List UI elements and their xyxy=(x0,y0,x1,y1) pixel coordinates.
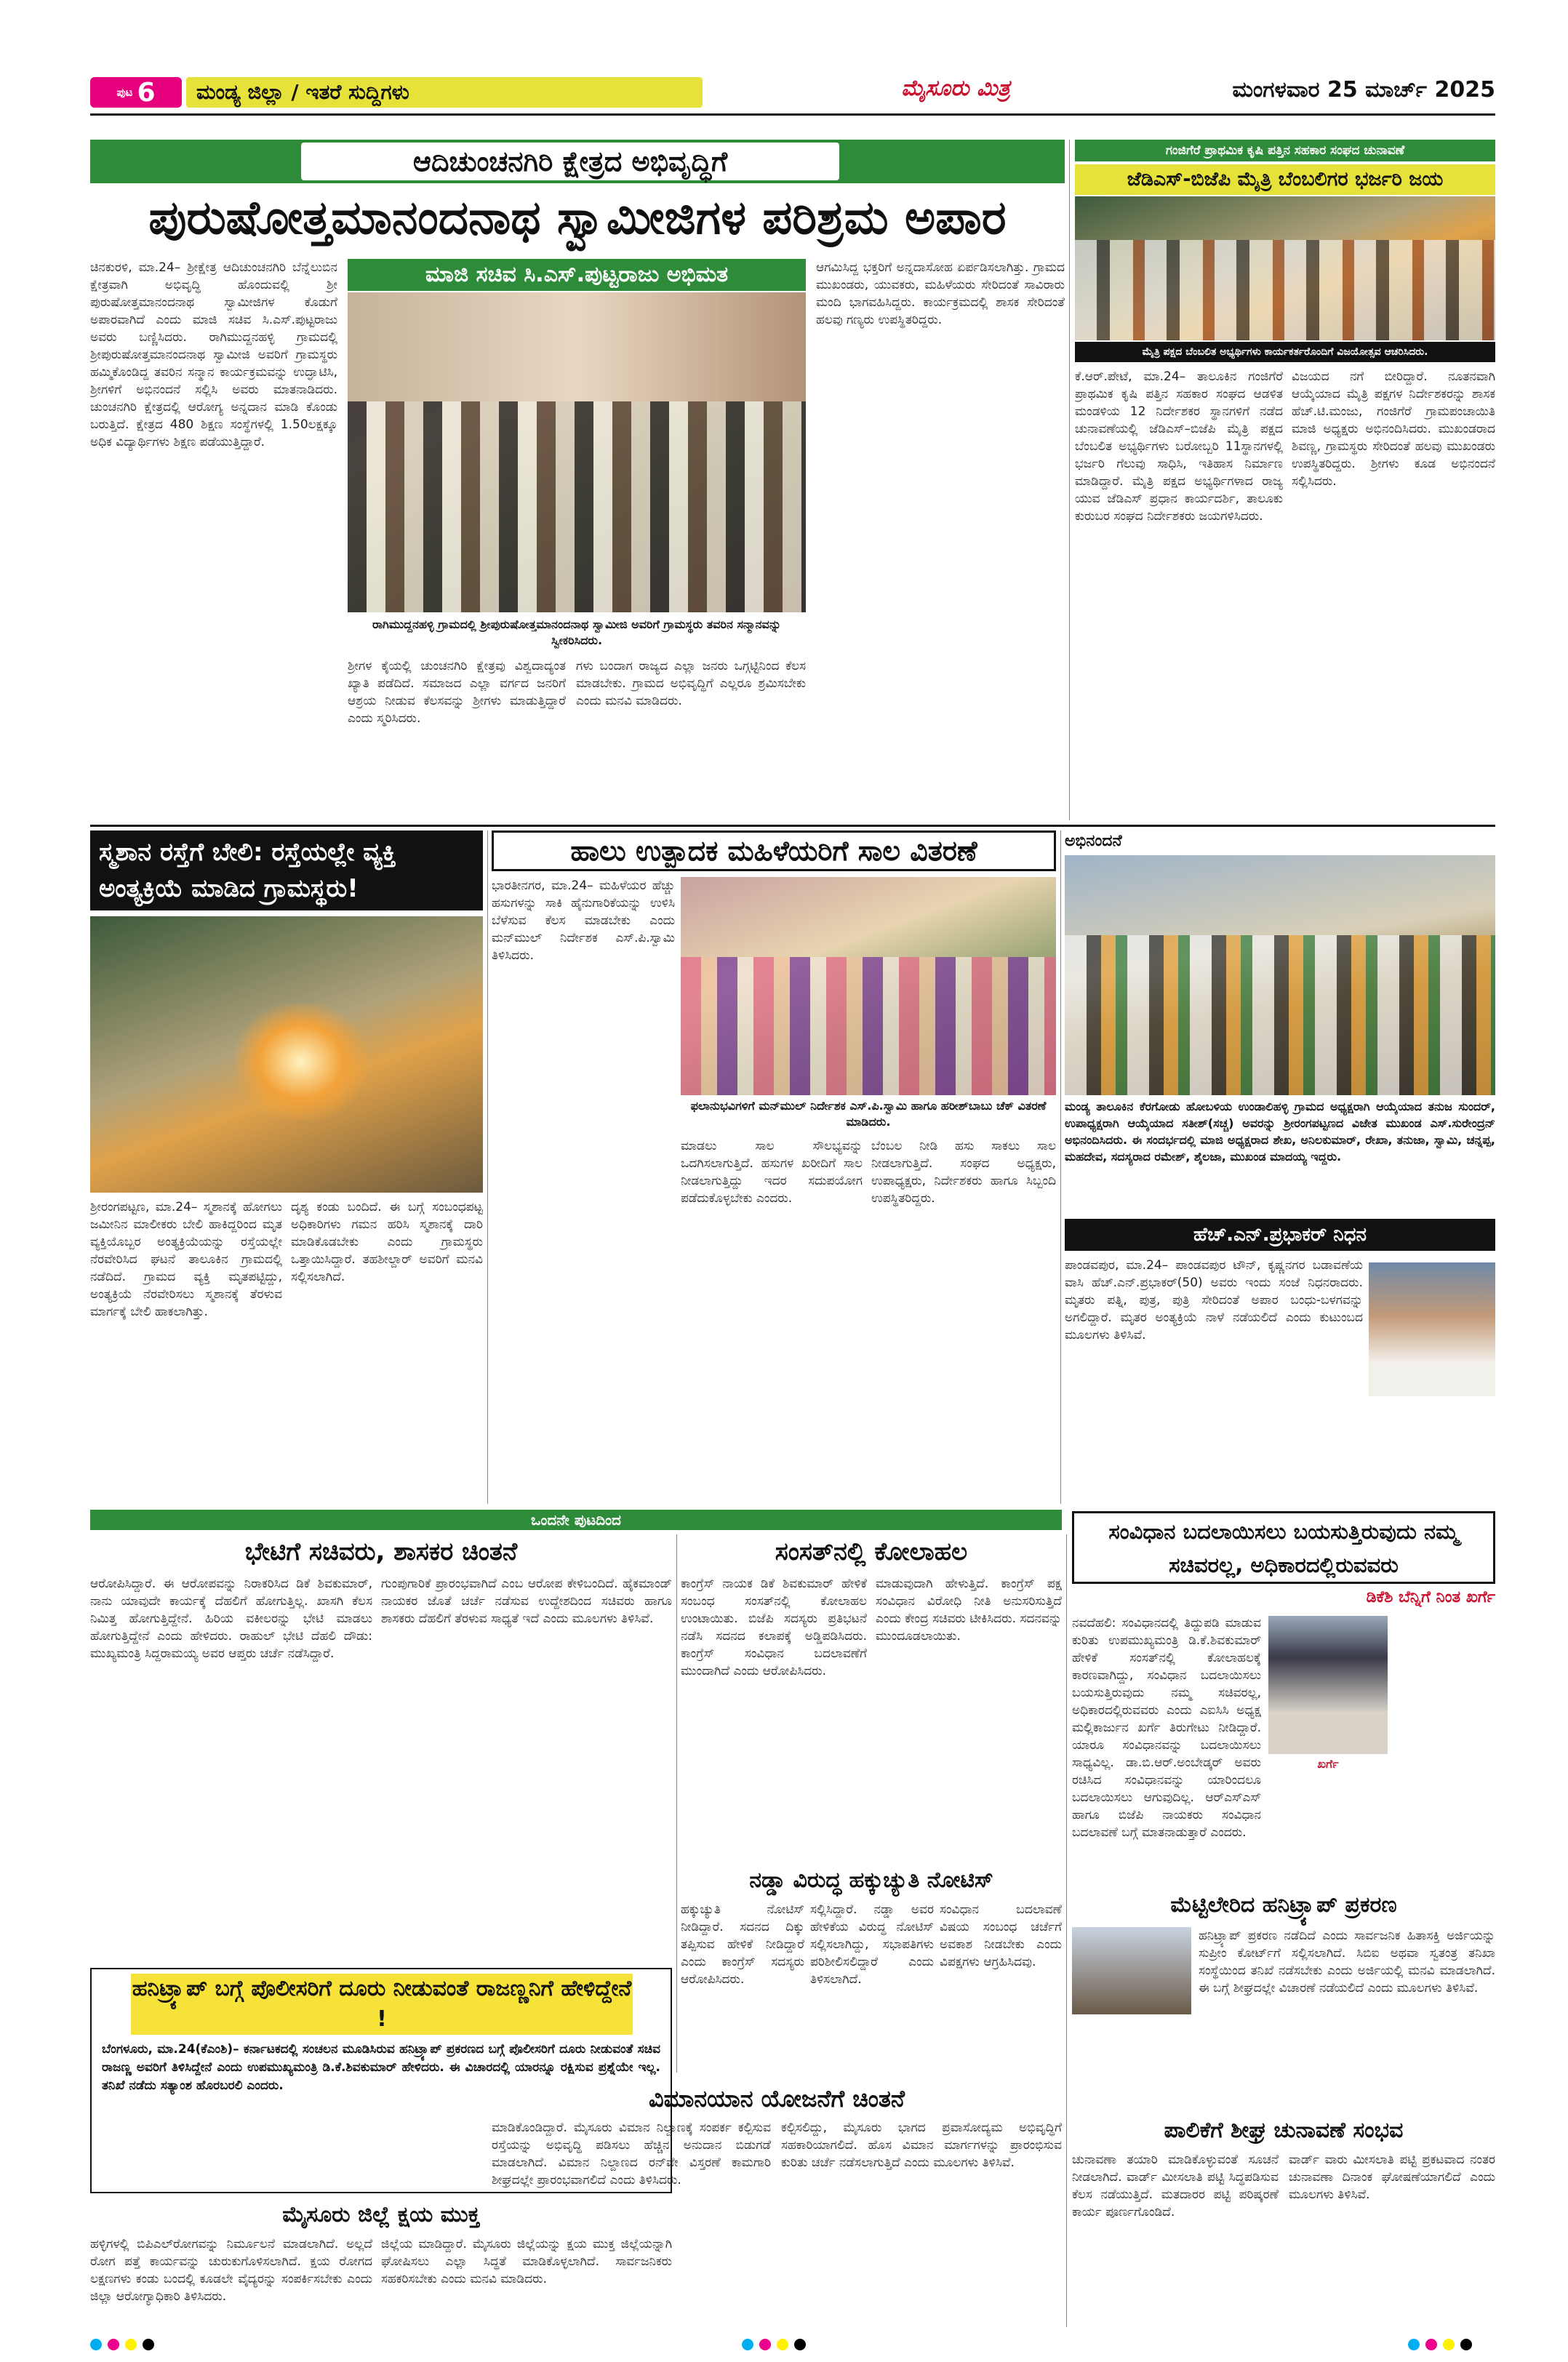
section-bar xyxy=(186,77,703,108)
dot-cyan xyxy=(742,2339,753,2350)
photo-stage-banner xyxy=(348,292,806,401)
col-rule xyxy=(1069,140,1070,820)
minister-col1: ಆರೋಪಿಸಿದ್ದಾರೆ. ಈ ಆರೋಪವನ್ನು ನಿರಾಕರಿಸಿದ ಡಿಕೆ ಶಿವಕುಮಾರ್, ನಾನು ಯಾವುದೇ ಕಾರ್ಯಕ್ಕೆ ದೆಹಲಿಗೆ ಹೋಗುತ್ತಿಲ್ಲ. ಖಾಸಗಿ ಕೆಲಸ ನಿಮಿತ್ತ ಹೋಗುತ್ತಿದ್ದೇನೆ. ಹಿರಿಯ ವಕೀಲರನ್ನು ಭೇಟಿ ಮಾಡಲು ಹೋಗುತ್ತಿದ್ದೇನೆ ಎಂದು ಹೇಳಿದರು. ರಾಹುಲ್ ಭೇಟಿ ದೆಹಲಿ ದೌಡು: ಮುಖ್ಯಮಂತ್ರಿ ಸಿದ್ದರಾಮಯ್ಯ ಅವರ ಆಪ್ತರು ಚರ್ಚೆ ನಡೆಸಿದ್ದಾರೆ. xyxy=(90,1577,372,1661)
continued-label: ಒಂದನೇ ಪುಟದಿಂದ xyxy=(531,1511,621,1529)
constitution-kicker: ಡಿಕೆಶಿ ಬೆನ್ನಿಗೆ ನಿಂತ ಖರ್ಗೆ xyxy=(1366,1588,1495,1606)
airport-headline: ವಿಮಾನಯಾನ ಯೋಜನೆಗೆ ಚಿಂತನೆ xyxy=(648,2085,905,2113)
page-number: 6 xyxy=(137,77,156,108)
lead-subhead-bar xyxy=(348,259,806,291)
col-rule xyxy=(1066,1534,1067,2327)
nadda-col2: ಸಲ್ಲಿಸಿದ್ದಾರೆ. ನಡ್ಡಾ ಅವರ ಹೇಳಿಕೆಯ ವಿರುದ್ಧ ನೋಟಿಸ್ ಸಲ್ಲಿಸಲಾಗಿದ್ದು, ಸಭಾಪತಿಗಳು ಪರಿಶೀಲಿಸಲಿದ್ದಾರೆ ಎಂದು ತಿಳಿಸಲಾಗಿದೆ. xyxy=(810,1902,934,1987)
dot-black xyxy=(1460,2339,1472,2350)
palike-col1: ಚುನಾವಣಾ ತಯಾರಿ ಮಾಡಿಕೊಳ್ಳುವಂತೆ ಸೂಚನೆ ನೀಡಲಾಗಿದೆ. ವಾರ್ಡ್ ಮೀಸಲಾತಿ ಪಟ್ಟಿ ಸಿದ್ಧಪಡಿಸುವ ಕೆಲಸ ನಡೆಯುತ್ತಿದೆ. ಮತದಾರರ ಪಟ್ಟಿ ಪರಿಷ್ಕರಣೆ ಕಾರ್ಯ ಪೂರ್ಣಗೊಂಡಿದೆ. xyxy=(1072,2153,1279,2219)
continued-bar xyxy=(90,1510,1062,1530)
side-photo xyxy=(1075,196,1495,340)
kshaya-col2: ಜಿಲ್ಲೆಯ ಮಾಡಿದ್ದಾರೆ. ಮೈಸೂರು ಜಿಲ್ಲೆಯನ್ನು ಕ್ಷಯ ಮುಕ್ತ ಜಿಲ್ಲೆಯನ್ನಾಗಿ ಘೋಷಿಸಲು ಎಲ್ಲಾ ಸಿದ್ಧತೆ ಮಾಡಿಕೊಳ್ಳಲಾಗಿದೆ. ಸಾರ್ವಜನಿಕರು ಸಹಕರಿಸಬೇಕು ಎಂದು ಮನವಿ ಮಾಡಿದರು. xyxy=(381,2237,672,2286)
dot-yellow xyxy=(1443,2339,1455,2350)
parliament-col2: ಮಾಡುವುದಾಗಿ ಹೇಳುತ್ತಿದೆ. ಕಾಂಗ್ರೆಸ್ ಪಕ್ಷ ಸಂವಿಧಾನ ವಿರೋಧಿ ನೀತಿ ಅನುಸರಿಸುತ್ತಿದೆ ಎಂದು ಕೇಂದ್ರ ಸಚಿವರು ಟೀಕಿಸಿದರು. ಸದನವನ್ನು ಮುಂದೂಡಲಾಯಿತು. xyxy=(876,1577,1062,1644)
kshaya-headline: ಮೈಸೂರು ಜಿಲ್ಲೆ ಕ್ಷಯ ಮುಕ್ತ xyxy=(90,2199,672,2231)
lead-subhead: ಮಾಜಿ ಸಚಿವ ಸಿ.ಎಸ್.ಪುಟ್ಟರಾಜು ಅಭಿಮತ xyxy=(425,262,729,287)
dot-cyan xyxy=(1408,2339,1420,2350)
crem-headline: ಸ್ಮಶಾನ ರಸ್ತೆಗೆ ಬೇಲಿ: ರಸ್ತೆಯಲ್ಲೇ ವ್ಯಕ್ತಿ ಅಂತ್ಯಕ್ರಿಯೆ ಮಾಡಿದ ಗ್ರಾಮಸ್ಥರು! xyxy=(90,830,483,910)
photo-crowd xyxy=(348,401,806,612)
photo-garland-row xyxy=(1065,935,1495,1095)
minister-headline: ಭೇಟಿಗೆ ಸಚಿವರು, ಶಾಸಕರ ಚಿಂತನೆ xyxy=(244,1537,518,1566)
dot-black xyxy=(794,2339,806,2350)
airport-col2: ಕಲ್ಪಿಸಲಿದ್ದು, ಮೈಸೂರು ಭಾಗದ ಪ್ರವಾಸೋದ್ಯಮ ಅಭಿವೃದ್ಧಿಗೆ ಸಹಕಾರಿಯಾಗಲಿದೆ. ಹೊಸ ವಿಮಾನ ಮಾರ್ಗಗಳನ್ನು ಪ್ರಾರಂಭಿಸುವ ಕುರಿತು ಚರ್ಚೆ ನಡೆಸಲಾಗುತ್ತಿದೆ ಎಂದು ಮೂಲಗಳು ತಿಳಿಸಿವೆ. xyxy=(781,2121,1062,2170)
registration-dots-left xyxy=(90,2339,177,2352)
page-number-badge xyxy=(90,77,182,108)
col-rule xyxy=(1060,830,1061,1504)
constitution-text: ನವದೆಹಲಿ: ಸಂವಿಧಾನದಲ್ಲಿ ತಿದ್ದುಪಡಿ ಮಾಡುವ ಕುರಿತು ಉಪಮುಖ್ಯಮಂತ್ರಿ ಡಿ.ಕೆ.ಶಿವಕುಮಾರ್ ಹೇಳಿಕೆ ಸಂಸತ್‌ನಲ್ಲಿ ಕೋಲಾಹಲಕ್ಕೆ ಕಾರಣವಾಗಿದ್ದು, ಸಂವಿಧಾನ ಬದಲಾಯಿಸಲು ಬಯಸುತ್ತಿರುವುದು ನಮ್ಮ ಸಚಿವರಲ್ಲ, ಅಧಿಕಾರದಲ್ಲಿರುವವರು ಎಂದು ಎಐಸಿಸಿ ಅಧ್ಯಕ್ಷ ಮಲ್ಲಿಕಾರ್ಜುನ ಖರ್ಗೆ ತಿರುಗೇಟು ನೀಡಿದ್ದಾರೆ. ಯಾರೂ ಸಂವಿಧಾನವನ್ನು ಬದಲಾಯಿಸಲು ಸಾಧ್ಯವಿಲ್ಲ. ಡಾ.ಬಿ.ಆರ್.ಅಂಬೇಡ್ಕರ್ ಅವರು ರಚಿಸಿದ ಸಂವಿಧಾನವನ್ನು ಯಾರಿಂದಲೂ ಬದಲಾಯಿಸಲು ಆಗುವುದಿಲ್ಲ. ಆರ್‌ಎಸ್‌ಎಸ್ ಹಾಗೂ ಬಿಜೆಪಿ ನಾಯಕರು ಸಂವಿಧಾನ ಬದಲಾವಣೆ ಬಗ್ಗೆ ಮಾತನಾಡುತ್ತಾರೆ ಎಂದರು. xyxy=(1072,1616,1261,1840)
dot-yellow xyxy=(125,2339,137,2350)
side-col1: ಕೆ.ಆರ್.ಪೇಟೆ, ಮಾ.24– ತಾಲೂಕಿನ ಗಂಜಿಗೆರೆ ಪ್ರಾಥಮಿಕ ಕೃಷಿ ಪತ್ತಿನ ಸಹಕಾರ ಸಂಘದ ಆಡಳಿತ ಮಂಡಳಿಯ 12 ನಿರ್ದೇಶಕರ ಸ್ಥಾನಗಳಿಗೆ ನಡೆದ ಚುನಾವಣೆಯಲ್ಲಿ ಜೆಡಿಎಸ್–ಬಿಜೆಪಿ ಮೈತ್ರಿ ಪಕ್ಷದ ಬೆಂಬಲಿತ ಅಭ್ಯರ್ಥಿಗಳು ಬರೋಬ್ಬರಿ 11ಸ್ಥಾನಗಳಲ್ಲಿ ಭರ್ಜರಿ ಗೆಲುವು ಸಾಧಿಸಿ, ಇತಿಹಾಸ ನಿರ್ಮಾಣ ಮಾಡಿದ್ದಾರೆ. ಮೈತ್ರಿ ಪಕ್ಷದ ಅಭ್ಯರ್ಥಿಗಳಾದ ರಾಜ್ಯ ಯುವ ಜೆಡಿಎಸ್ ಪ್ರಧಾನ ಕಾರ್ಯದರ್ಶಿ, ತಾಲೂಕು ಕುರುಬರ ಸಂಘದ ನಿರ್ದೇಶಕರು ಜಯಗಳಿಸಿದರು. xyxy=(1075,369,1283,524)
side-caption: ಮೈತ್ರಿ ಪಕ್ಷದ ಬೆಂಬಲಿತ ಅಭ್ಯರ್ಥಿಗಳು ಕಾರ್ಯಕರ್ತರೊಂದಿಗೆ ವಿಜಯೋತ್ಸವ ಆಚರಿಸಿದರು. xyxy=(1075,342,1495,362)
constitution-headline: ಸಂವಿಧಾನ ಬದಲಾಯಿಸಲು ಬಯಸುತ್ತಿರುವುದು ನಮ್ಮ ಸಚಿವರಲ್ಲ, ಅಧಿಕಾರದಲ್ಲಿರುವವರು xyxy=(1072,1511,1495,1584)
kshaya-col1: ಹಳ್ಳಿಗಳಲ್ಲಿ ಬಿಪಿಎಲ್‌ರೋಗವನ್ನು ನಿರ್ಮೂಲನೆ ಮಾಡಲಾಗಿದೆ. ಅಲ್ಲದೆ ರೋಗ ಪತ್ತೆ ಕಾರ್ಯವನ್ನು ಚುರುಕುಗೊಳಿಸಲಾಗಿದೆ. ಕ್ಷಯ ರೋಗದ ಲಕ್ಷಣಗಳು ಕಂಡು ಬಂದಲ್ಲಿ ಕೂಡಲೇ ವೈದ್ಯರನ್ನು ಸಂಪರ್ಕಿಸಬೇಕು ಎಂದು ಜಿಲ್ಲಾ ಆರೋಗ್ಯಾಧಿಕಾರಿ ತಿಳಿಸಿದರು. xyxy=(90,2237,372,2304)
lead-caption: ರಾಗಿಮುದ್ದನಹಳ್ಳಿ ಗ್ರಾಮದಲ್ಲಿ ಶ್ರೀಪುರುಷೋತ್ತಮಾನಂದನಾಥ ಸ್ವಾಮೀಜಿ ಅವರಿಗೆ ಗ್ರಾಮಸ್ಥರು ತವರಿನ ಸನ್ಮಾನವನ್ನು ಸ್ವೀಕರಿಸಿದರು. xyxy=(372,617,781,647)
congrats-label: ಅಭಿನಂದನೆ xyxy=(1065,832,1122,850)
nadda-headline: ನಡ್ಡಾ ವಿರುದ್ಧ ಹಕ್ಕುಚ್ಯುತಿ ನೋಟಿಸ್ xyxy=(749,1867,993,1893)
paper-name: ಮೈಸೂರು ಮಿತ್ರ xyxy=(901,76,1010,101)
mettilerida-text: ಹನಿಟ್ರ್ಯಾಪ್ ಪ್ರಕರಣ ನಡೆದಿದೆ ಎಂದು ಸಾರ್ವಜನಿಕ ಹಿತಾಸಕ್ತಿ ಅರ್ಜಿಯನ್ನು ಸುಪ್ರೀಂ ಕೋರ್ಟ್‌ಗೆ ಸಲ್ಲಿಸಲಾಗಿದೆ. ಸಿಬಿಐ ಅಥವಾ ಸ್ವತಂತ್ರ ತನಿಖಾ ಸಂಸ್ಥೆಯಿಂದ ತನಿಖೆ ನಡೆಸಬೇಕು ಎಂದು ಅರ್ಜಿಯಲ್ಲಿ ಮನವಿ ಮಾಡಲಾಗಿದೆ. ಈ ಬಗ್ಗೆ ಶೀಘ್ರದಲ್ಲೇ ವಿಚಾರಣೆ ನಡೆಯಲಿದೆ ಎಂದು ಮೂಲಗಳು ತಿಳಿಸಿವೆ. xyxy=(1199,1929,1495,1995)
palike-col2: ವಾರ್ಡ್ ವಾರು ಮೀಸಲಾತಿ ಪಟ್ಟಿ ಪ್ರಕಟವಾದ ನಂತರ ಚುನಾವಣಾ ದಿನಾಂಕ ಘೋಷಣೆಯಾಗಲಿದೆ ಎಂದು ಮೂಲಗಳು ತಿಳಿಸಿವೆ. xyxy=(1289,2153,1495,2202)
registration-dots-right xyxy=(1408,2339,1495,2352)
masthead xyxy=(90,76,1495,109)
crem-photo xyxy=(90,916,483,1193)
mettilerida-photo xyxy=(1072,1927,1191,2014)
side-kicker-bar xyxy=(1075,140,1495,161)
congrats-caption: ಮಂಡ್ಯ ತಾಲೂಕಿನ ಕೆರಗೋಡು ಹೋಬಳಿಯ ಉಂಡಾಲಿಹಳ್ಳಿ ಗ್ರಾಮದ ಅಧ್ಯಕ್ಷರಾಗಿ ಆಯ್ಕೆಯಾದ ತನುಜ ಸುಂದರ್, ಉಪಾಧ್ಯಕ್ಷರಾಗಿ ಆಯ್ಕೆಯಾದ ಸತೀಶ್(ಸಚ್ಚ) ಅವರನ್ನು ಶ್ರೀರಂಗಪಟ್ಟಣದ ವಿಜೇತ ಮುಖಂಡ ಎಸ್.ಸುರೇಂದ್ರನ್ ಅಭಿನಂದಿಸಿದರು. ಈ ಸಂದರ್ಭದಲ್ಲಿ ಮಾಜಿ ಅಧ್ಯಕ್ಷರಾದ ಶೇಖ, ಅನಿಲಕುಮಾರ್, ರೇಖಾ, ತನುಜಾ, ಸ್ವಾಮಿ, ಚನ್ನಪ್ಪ, ಮಹದೇವ, ಸದಸ್ಯರಾದ ರಮೇಶ್, ಶೈಲಜಾ, ಮುಖಂಡ ಮಾದಯ್ಯ ಇದ್ದರು. xyxy=(1065,1100,1495,1164)
col-rule xyxy=(487,830,488,1504)
congrats-photo xyxy=(1065,855,1495,1095)
lead-col3: ಗಳು ಬಂದಾಗ ರಾಜ್ಯದ ಎಲ್ಲಾ ಜನರು ಒಗ್ಗಟ್ಟಿನಿಂದ ಕೆಲಸ ಮಾಡಬೇಕು. ಗ್ರಾಮದ ಅಭಿವೃದ್ಧಿಗೆ ಎಲ್ಲರೂ ಶ್ರಮಿಸಬೇಕು ಎಂದು ಮನವಿ ಮಾಡಿದರು. xyxy=(576,659,806,708)
honey-text: ಬೆಂಗಳೂರು, ಮಾ.24(ಕೆಎಂಶಿ)– ಕರ್ನಾಟಕದಲ್ಲಿ ಸಂಚಲನ ಮೂಡಿಸಿರುವ ಹನಿಟ್ರ್ಯಾಪ್ ಪ್ರಕರಣದ ಬಗ್ಗೆ ಪೊಲೀಸರಿಗೆ ದೂರು ನೀಡುವಂತೆ ಸಚಿವ ರಾಜಣ್ಣ ಅವರಿಗೆ ತಿಳಿಸಿದ್ದೇನೆ ಎಂದು ಉಪಮುಖ್ಯಮಂತ್ರಿ ಡಿ.ಕೆ.ಶಿವಕುಮಾರ್ ಹೇಳಿದರು. ಈ ವಿಚಾರದಲ್ಲಿ ಯಾರನ್ನೂ ರಕ್ಷಿಸುವ ಪ್ರಶ್ನೆಯೇ ಇಲ್ಲ. ತನಿಖೆ ನಡೆದು ಸತ್ಯಾಂಶ ಹೊರಬರಲಿ ಎಂದರು. xyxy=(102,2042,660,2093)
masthead-rule xyxy=(90,113,1495,116)
dot-cyan xyxy=(90,2339,102,2350)
honey-headline: ಹನಿಟ್ರ್ಯಾಪ್ ಬಗ್ಗೆ ಪೊಲೀಸರಿಗೆ ದೂರು ನೀಡುವಂತೆ ರಾಜಣ್ಣನಿಗೆ ಹೇಳಿದ್ದೇನೆ ! xyxy=(131,1974,633,2035)
parliament-col1: ಕಾಂಗ್ರೆಸ್ ನಾಯಕ ಡಿಕೆ ಶಿವಕುಮಾರ್ ಹೇಳಿಕೆ ಸಂಬಂಧ ಸಂಸತ್‌ನಲ್ಲಿ ಕೋಲಾಹಲ ಉಂಟಾಯಿತು. ಬಿಜೆಪಿ ಸದಸ್ಯರು ಪ್ರತಿಭಟನೆ ನಡೆಸಿ ಸದನದ ಕಲಾಪಕ್ಕೆ ಅಡ್ಡಿಪಡಿಸಿದರು. ಕಾಂಗ್ರೆಸ್ ಸಂವಿಧಾನ ಬದಲಾವಣೆಗೆ ಮುಂದಾಗಿದೆ ಎಂದು ಆರೋಪಿಸಿದರು. xyxy=(681,1577,867,1678)
photo-fire xyxy=(236,1004,367,1120)
palike-headline: ಪಾಲಿಕೆಗೆ ಶೀಘ್ರ ಚುನಾವಣೆ ಸಂಭವ xyxy=(1164,2118,1404,2143)
side-col2: ವಿಜಯದ ನಗೆ ಬೀರಿದ್ದಾರೆ. ನೂತನವಾಗಿ ಆಯ್ಕೆಯಾದ ಮೈತ್ರಿ ಪಕ್ಷಗಳ ನಿರ್ದೇಶಕರನ್ನು ಶಾಸಕ ಹೆಚ್.ಟಿ.ಮಂಜು, ಗಂಜಿಗೆರೆ ಗ್ರಾಮಪಂಚಾಯಿತಿ ಮಾಜಿ ಅಧ್ಯಕ್ಷರು ಅಭಿನಂದಿಸಿದರು. ಮುಖಂಡರಾದ ಶಿವಣ್ಣ, ಗ್ರಾಮಸ್ಥರು ಸೇರಿದಂತೆ ಹಲವು ಮುಖಂಡರು ಉಪಸ್ಥಿತರಿದ್ದರು. ಶ್ರೀಗಳು ಕೂಡ ಅಭಿನಂದನೆ ಸಲ್ಲಿಸಿದರು. xyxy=(1292,369,1495,489)
milk-col1: ಭಾರತೀನಗರ, ಮಾ.24– ಮಹಿಳೆಯರ ಹೆಚ್ಚು ಹಸುಗಳನ್ನು ಸಾಕಿ ಹೈನುಗಾರಿಕೆಯನ್ನು ಉಳಿಸಿ ಬೆಳೆಸುವ ಕೆಲಸ ಮಾಡಬೇಕು ಎಂದು ಮನ್‌ಮುಲ್ ನಿರ್ದೇಶಕ ಎಸ್.ಪಿ.ಸ್ವಾಮಿ ತಿಳಿಸಿದರು. xyxy=(492,878,675,963)
lead-col2: ಶ್ರೀಗಳ ಕೈಯಲ್ಲಿ ಚುಂಚನಗಿರಿ ಕ್ಷೇತ್ರವು ವಿಶ್ವದಾದ್ಯಂತ ಖ್ಯಾತಿ ಪಡೆದಿದೆ. ಸಮಾಜದ ಎಲ್ಲಾ ವರ್ಗದ ಜನರಿಗೆ ಆಶ್ರಯ ನೀಡುವ ಕೆಲಸವನ್ನು ಶ್ರೀಗಳು ಮಾಡುತ್ತಿದ್ದಾರೆ ಎಂದು ಸ್ಮರಿಸಿದರು. xyxy=(348,659,566,726)
obit-headline: ಹೆಚ್.ಎನ್.ಪ್ರಭಾಕರ್ ನಿಧನ xyxy=(1065,1219,1495,1251)
milk-col3: ಬೆಂಬಲ ನೀಡಿ ಹಸು ಸಾಕಲು ಸಾಲ ನೀಡಲಾಗುತ್ತಿದೆ. ಸಂಘದ ಅಧ್ಯಕ್ಷರು, ಉಪಾಧ್ಯಕ್ಷರು, ನಿರ್ದೇಶಕರು ಹಾಗೂ ಸಿಬ್ಬಂದಿ ಉಪಸ್ಥಿತರಿದ್ದರು. xyxy=(871,1139,1056,1206)
milk-col2: ಮಾಡಲು ಸಾಲ ಸೌಲಭ್ಯವನ್ನು ಒದಗಿಸಲಾಗುತ್ತಿದೆ. ಹಸುಗಳ ಖರೀದಿಗೆ ಸಾಲ ನೀಡಲಾಗುತ್ತಿದ್ದು ಇದರ ಸದುಪಯೋಗ ಪಡೆದುಕೊಳ್ಳಬೇಕು ಎಂದರು. xyxy=(681,1139,863,1206)
constitution-photo-label: ಖರ್ಗೆ xyxy=(1317,1757,1339,1771)
lead-col4: ಆಗಮಿಸಿದ್ದ ಭಕ್ತರಿಗೆ ಅನ್ನದಾಸೋಹ ಏರ್ಪಡಿಸಲಾಗಿತ್ತು. ಗ್ರಾಮದ ಮುಖಂಡರು, ಯುವಕರು, ಮಹಿಳೆಯರು ಸೇರಿದಂತೆ ಸಾವಿರಾರು ಮಂದಿ ಭಾಗವಹಿಸಿದ್ದರು. ಕಾರ್ಯಕ್ರಮದಲ್ಲಿ ಶಾಸಕ ಸೇರಿದಂತೆ ಹಲವು ಗಣ್ಯರು ಉಪಸ್ಥಿತರಿದ್ದರು. xyxy=(816,260,1065,327)
section-title: ಮಂಡ್ಯ ಜಿಲ್ಲಾ / ಇತರೆ ಸುದ್ದಿಗಳು xyxy=(196,80,409,104)
crem-col1: ಶ್ರೀರಂಗಪಟ್ಟಣ, ಮಾ.24– ಸ್ಮಶಾನಕ್ಕೆ ಹೋಗಲು ಜಮೀನಿನ ಮಾಲೀಕರು ಬೇಲಿ ಹಾಕಿದ್ದರಿಂದ ಮೃತ ವ್ಯಕ್ತಿಯೊಬ್ಬರ ಅಂತ್ಯಕ್ರಿಯೆಯನ್ನು ರಸ್ತೆಯಲ್ಲೇ ನೆರವೇರಿಸಿದ ಘಟನೆ ತಾಲೂಕಿನ ಗ್ರಾಮದಲ್ಲಿ ನಡೆದಿದೆ. ಗ್ರಾಮದ ವ್ಯಕ್ತಿ ಮೃತಪಟ್ಟಿದ್ದು, ಅಂತ್ಯಕ್ರಿಯೆ ನೆರವೇರಿಸಲು ಸ್ಮಶಾನಕ್ಕೆ ತೆರಳುವ ಮಾರ್ಗಕ್ಕೆ ಬೇಲಿ ಹಾಕಲಾಗಿತ್ತು. xyxy=(90,1200,282,1319)
nadda-col1: ಹಕ್ಕುಚ್ಯುತಿ ನೋಟಿಸ್ ನೀಡಿದ್ದಾರೆ. ಸದನದ ದಿಕ್ಕು ತಪ್ಪಿಸುವ ಹೇಳಿಕೆ ನೀಡಿದ್ದಾರೆ ಎಂದು ಕಾಂಗ್ರೆಸ್ ಸದಸ್ಯರು ಆರೋಪಿಸಿದರು. xyxy=(681,1902,804,1987)
milk-photo xyxy=(681,877,1056,1095)
nadda-col3: ಸಂವಿಧಾನ ಬದಲಾವಣೆ ವಿಷಯ ಸಂಬಂಧ ಚರ್ಚೆಗೆ ಅವಕಾಶ ನೀಡಬೇಕು ಎಂದು ವಿಪಕ್ಷಗಳು ಆಗ್ರಹಿಸಿದವು. xyxy=(940,1902,1062,1969)
constitution-photo xyxy=(1268,1616,1388,1754)
lead-photo xyxy=(348,292,806,612)
side-kicker: ಗಂಜಿಗೆರೆ ಪ್ರಾಥಮಿಕ ಕೃಷಿ ಪತ್ತಿನ ಸಹಕಾರ ಸಂಘದ ಚುನಾವಣೆ xyxy=(1165,143,1405,158)
lead-kicker-bar xyxy=(90,140,1065,183)
dot-magenta xyxy=(759,2339,771,2350)
minister-col2: ಗುಂಪುಗಾರಿಕೆ ಪ್ರಾರಂಭವಾಗಿದೆ ಎಂಬ ಆರೋಪ ಕೇಳಿಬಂದಿದೆ. ಹೈಕಮಾಂಡ್ ನಾಯಕರ ಜೊತೆ ಚರ್ಚೆ ನಡೆಸುವ ಉದ್ದೇಶದಿಂದ ಸಚಿವರು ಹಾಗೂ ಶಾಸಕರು ದೆಹಲಿಗೆ ತೆರಳುವ ಸಾಧ್ಯತೆ ಇದೆ ಎಂದು ಮೂಲಗಳು ತಿಳಿಸಿವೆ. xyxy=(381,1577,672,1626)
crem-col2: ದೃಶ್ಯ ಕಂಡು ಬಂದಿದೆ. ಈ ಬಗ್ಗೆ ಸಂಬಂಧಪಟ್ಟ ಅಧಿಕಾರಿಗಳು ಗಮನ ಹರಿಸಿ ಸ್ಮಶಾನಕ್ಕೆ ದಾರಿ ಮಾಡಿಕೊಡಬೇಕು ಎಂದು ಗ್ರಾಮಸ್ಥರು ಒತ್ತಾಯಿಸಿದ್ದಾರೆ. ತಹಶೀಲ್ದಾರ್ ಅವರಿಗೆ ಮನವಿ ಸಲ್ಲಿಸಲಾಗಿದೆ. xyxy=(291,1200,483,1284)
dot-magenta xyxy=(108,2339,119,2350)
airport-col1: ಮಾಡಿಕೊಂಡಿದ್ದಾರೆ. ಮೈಸೂರು ವಿಮಾನ ನಿಲ್ದಾಣಕ್ಕೆ ಸಂಪರ್ಕ ಕಲ್ಪಿಸುವ ರಸ್ತೆಯನ್ನು ಅಭಿವೃದ್ಧಿ ಪಡಿಸಲು ಹೆಚ್ಚಿನ ಅನುದಾನ ಬಿಡುಗಡೆ ಮಾಡಲಾಗಿದೆ. ವಿಮಾನ ನಿಲ್ದಾಣದ ರನ್‌ವೇ ವಿಸ್ತರಣೆ ಕಾಮಗಾರಿ ಶೀಘ್ರದಲ್ಲೇ ಪ್ರಾರಂಭವಾಗಲಿದೆ ಎಂದು ತಿಳಿಸಿದರು. xyxy=(492,2121,771,2187)
parliament-headline: ಸಂಸತ್‌ನಲ್ಲಿ ಕೋಲಾಹಲ xyxy=(775,1537,968,1566)
photo-people-row xyxy=(1075,240,1495,340)
side-headline: ಜೆಡಿಎಸ್-ಬಿಜೆಪಿ ಮೈತ್ರಿ ಬೆಂಬಲಿಗರ ಭರ್ಜರಿ ಜಯ xyxy=(1075,164,1495,195)
mettilerida-headline: ಮೆಟ್ಟಿಲೇರಿದ ಹನಿಟ್ರ್ಯಾಪ್ ಪ್ರಕರಣ xyxy=(1170,1892,1397,1918)
col-rule xyxy=(676,1534,677,2073)
milk-headline: ಹಾಲು ಉತ್ಪಾದಕ ಮಹಿಳೆಯರಿಗೆ ಸಾಲ ವಿತರಣೆ xyxy=(492,830,1056,871)
issue-date: ಮಂಗಳವಾರ 25 ಮಾರ್ಚ್ 2025 xyxy=(1232,77,1495,103)
dot-black xyxy=(143,2339,154,2350)
lead-headline: ಪುರುಷೋತ್ತಮಾನಂದನಾಥ ಸ್ವಾಮೀಜಿಗಳ ಪರಿಶ್ರಮ ಅಪಾರ xyxy=(148,191,1007,245)
section-divider-1 xyxy=(90,825,1495,827)
page-label: ಪುಟ xyxy=(116,86,133,99)
lead-col1: ಚಿನಕುರಳಿ, ಮಾ.24– ಶ್ರೀಕ್ಷೇತ್ರ ಆದಿಚುಂಚನಗಿರಿ ಬೆನ್ನೆಲುಬಿನ ಕ್ಷೇತ್ರವಾಗಿ ಅಭಿವೃದ್ಧಿ ಹೊಂದುವಲ್ಲಿ ಶ್ರೀ ಪುರುಷೋತ್ತಮಾನಂದನಾಥ ಸ್ವಾಮೀಜಿಗಳ ಕೊಡುಗೆ ಅಪಾರವಾಗಿದೆ ಎಂದು ಮಾಜಿ ಸಚಿವ ಸಿ.ಎಸ್.ಪುಟ್ಟರಾಜು ಅವರು ಬಣ್ಣಿಸಿದರು. ರಾಗಿಮುದ್ದನಹಳ್ಳಿ ಗ್ರಾಮದಲ್ಲಿ ಶ್ರೀಪುರುಷೋತ್ತಮಾನಂದನಾಥ ಸ್ವಾಮೀಜಿ ಅವರಿಗೆ ಗ್ರಾಮಸ್ಥರು ಹಮ್ಮಿಕೊಂಡಿದ್ದ ತವರಿನ ಸನ್ಮಾನ ಕಾರ್ಯಕ್ರಮವನ್ನು ಉದ್ಘಾಟಿಸಿ, ಶ್ರೀಗಳಿಗೆ ಅಭಿನಂದನೆ ಸಲ್ಲಿಸಿ ಅವರು ಮಾತನಾಡಿದರು. ಚುಂಚನಗಿರಿ ಕ್ಷೇತ್ರದಲ್ಲಿ ಆರೋಗ್ಯ ಅನ್ನದಾನ ಮಾಡಿ ಕೊಂಡು ಬರುತ್ತಿದೆ. ಕ್ಷೇತ್ರದ 480 ಶಿಕ್ಷಣ ಸಂಸ್ಥೆಗಳಲ್ಲಿ 1.50ಲಕ್ಷಕ್ಕೂ ಅಧಿಕ ವಿದ್ಯಾರ್ಥಿಗಳು ಶಿಕ್ಷಣ ಪಡೆಯುತ್ತಿದ್ದಾರೆ. xyxy=(90,260,337,449)
obit-text: ಪಾಂಡವಪುರ, ಮಾ.24– ಪಾಂಡವಪುರ ಟೌನ್, ಕೃಷ್ಣನಗರ ಬಡಾವಣೆಯ ವಾಸಿ ಹೆಚ್.ಎನ್.ಪ್ರಭಾಕರ್(50) ಅವರು ಇಂದು ಸಂಜೆ ನಿಧನರಾದರು. ಮೃತರು ಪತ್ನಿ, ಪುತ್ರ, ಪುತ್ರಿ ಸೇರಿದಂತೆ ಅಪಾರ ಬಂಧು-ಬಳಗವನ್ನು ಅಗಲಿದ್ದಾರೆ. ಮೃತರ ಅಂತ್ಯಕ್ರಿಯೆ ನಾಳೆ ನಡೆಯಲಿದೆ ಎಂದು ಕುಟುಂಬದ ಮೂಲಗಳು ತಿಳಿಸಿವೆ. xyxy=(1065,1258,1363,1342)
lead-kicker: ಆದಿಚುಂಚನಗಿರಿ ಕ್ಷೇತ್ರದ ಅಭಿವೃದ್ಧಿಗೆ xyxy=(301,143,839,180)
dot-yellow xyxy=(777,2339,788,2350)
obit-photo xyxy=(1369,1262,1495,1396)
milk-caption: ಫಲಾನುಭವಿಗಳಿಗೆ ಮನ್‌ಮುಲ್ ನಿರ್ದೇಶಕ ಎಸ್.ಪಿ.ಸ್ವಾಮಿ ಹಾಗೂ ಹರೀಶ್‌ಬಾಬು ಚೆಕ್ ವಿತರಣೆ ಮಾಡಿದರು. xyxy=(690,1099,1047,1129)
photo-group-row xyxy=(681,957,1056,1095)
registration-dots-center xyxy=(742,2339,829,2352)
constitution-text-2 xyxy=(1393,1616,1495,1885)
dot-magenta xyxy=(1425,2339,1437,2350)
